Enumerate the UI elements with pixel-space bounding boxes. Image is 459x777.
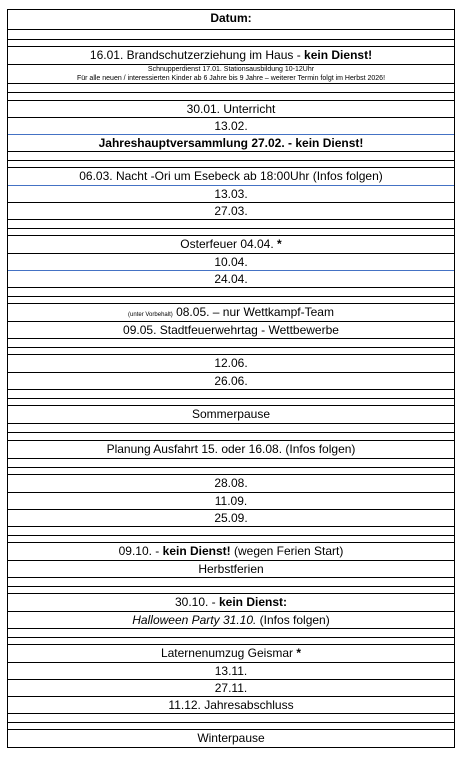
- entry-text: 13.02.: [214, 119, 248, 133]
- entry-row: [8, 322, 454, 339]
- entry-text: Planung Ausfahrt 15. oder 16.08. (Infos folgen): [106, 442, 356, 456]
- entry-text: Herbstferien: [198, 562, 264, 576]
- entry-text: 12.06.: [214, 356, 248, 370]
- entry-row: [8, 612, 454, 629]
- header-datum: Datum:: [210, 11, 252, 25]
- spacer-row: [8, 339, 454, 348]
- entry-text: 27.03.: [214, 204, 248, 218]
- spacer-row: [8, 578, 454, 587]
- entry-bold: Jahreshauptversammlung 27.02. - kein Dienst!: [98, 136, 364, 150]
- entry-text: 10.04.: [214, 255, 248, 269]
- entry-asterisk: *: [296, 646, 302, 660]
- spacer-row: [8, 390, 454, 399]
- entry-row: [8, 406, 454, 424]
- spacer-row: [8, 459, 454, 468]
- entry-text: 13.03.: [214, 187, 248, 201]
- entry-row: [8, 730, 454, 748]
- entry-row: [8, 697, 454, 714]
- entry-text: 09.05. Stadtfeuerwehrtag - Wettbewerbe: [123, 323, 339, 337]
- spacer-row: [8, 433, 454, 441]
- entry-row: [8, 475, 454, 493]
- spacer-row: [8, 152, 454, 161]
- entry-text: Laternenumzug Geismar: [160, 646, 297, 660]
- entry-row: [8, 663, 454, 680]
- entry-text: (Infos folgen): [256, 613, 330, 627]
- entry-row: [8, 373, 454, 390]
- spacer-row: [8, 587, 454, 594]
- spacer-row: [8, 40, 454, 47]
- entry-text: 27.11.: [214, 681, 248, 695]
- spacer-row: [8, 93, 454, 101]
- entry-row: [8, 254, 454, 271]
- entry-row: [8, 118, 454, 135]
- entry-bold: kein Dienst!: [162, 544, 231, 558]
- spacer-row: [8, 714, 454, 723]
- spacer-row: [8, 424, 454, 433]
- spacer-row: [8, 161, 454, 168]
- entry-row: [8, 304, 454, 322]
- entry-bold: kein Dienst!: [304, 48, 373, 62]
- entry-text: 24.04.: [214, 272, 248, 286]
- entry-asterisk: *: [277, 237, 282, 251]
- entry-row: [8, 271, 454, 288]
- entry-note: (unter Vorbehalt): [128, 312, 173, 318]
- entry-row: [8, 441, 454, 459]
- spacer-row: [8, 288, 454, 297]
- entry-row: [8, 355, 454, 373]
- entry-text: 30.10. -: [174, 595, 219, 609]
- spacer-row: [8, 220, 454, 229]
- spacer-row: [8, 30, 454, 40]
- spacer-row: [8, 297, 454, 304]
- entry-row: [8, 203, 454, 220]
- entry-italic: Halloween Party 31.10.: [132, 613, 257, 627]
- spacer-row: [8, 229, 454, 236]
- spacer-row: [8, 84, 454, 93]
- entry-text: Osterfeuer 04.04.: [180, 237, 278, 251]
- note-text: Für alle neuen / interessierten Kinder ab 6 Jahre bis 9 Jahre – weiterer Termin folgt im Herbst 2026!: [76, 75, 386, 82]
- entry-row: [8, 645, 454, 663]
- entry-text: 13.11.: [214, 664, 248, 678]
- spacer-row: [8, 527, 454, 536]
- entry-row: [8, 135, 454, 152]
- spacer-row: [8, 723, 454, 730]
- spacer-row: [8, 399, 454, 406]
- entry-text: 08.05. – nur Wettkampf-Team: [172, 305, 334, 319]
- note-text: Schnupperdienst 17.01. Stationsausbildung 10-12Uhr: [147, 66, 315, 73]
- entry-text: Winterpause: [197, 731, 265, 745]
- entry-row: [8, 47, 454, 65]
- entry-row: [8, 510, 454, 527]
- entry-text: 16.01. Brandschutzerziehung im Haus -: [89, 48, 305, 62]
- entry-row: [8, 168, 454, 186]
- entry-row: [8, 493, 454, 510]
- spacer-row: [8, 536, 454, 543]
- entry-text: Sommerpause: [191, 407, 271, 421]
- entry-row: [8, 186, 454, 203]
- entry-text: 11.12. Jahresabschluss: [168, 698, 294, 712]
- entry-text: 06.03. Nacht -Ori um Esebeck ab 18:00Uhr (Infos folgen): [79, 169, 383, 183]
- entry-row: [8, 101, 454, 118]
- entry-text: 09.10. -: [118, 544, 163, 558]
- entry-bold: kein Dienst:: [219, 595, 288, 609]
- entry-text: 25.09.: [214, 511, 248, 525]
- note-row: [8, 65, 454, 74]
- entry-text: 11.09.: [214, 494, 248, 508]
- spacer-row: [8, 468, 454, 475]
- entry-text: (wegen Ferien Start): [230, 544, 344, 558]
- entry-row: [8, 236, 454, 254]
- entry-row: [8, 594, 454, 612]
- spacer-row: [8, 629, 454, 638]
- entry-row: [8, 680, 454, 697]
- header-row: [8, 9, 454, 30]
- spacer-row: [8, 348, 454, 355]
- schedule-table: [7, 9, 455, 748]
- note-row: [8, 74, 454, 84]
- entry-text: 28.08.: [214, 476, 248, 490]
- entry-text: 26.06.: [214, 374, 248, 388]
- entry-row: [8, 561, 454, 578]
- spacer-row: [8, 638, 454, 645]
- entry-row: [8, 543, 454, 561]
- entry-text: 30.01. Unterricht: [186, 102, 276, 116]
